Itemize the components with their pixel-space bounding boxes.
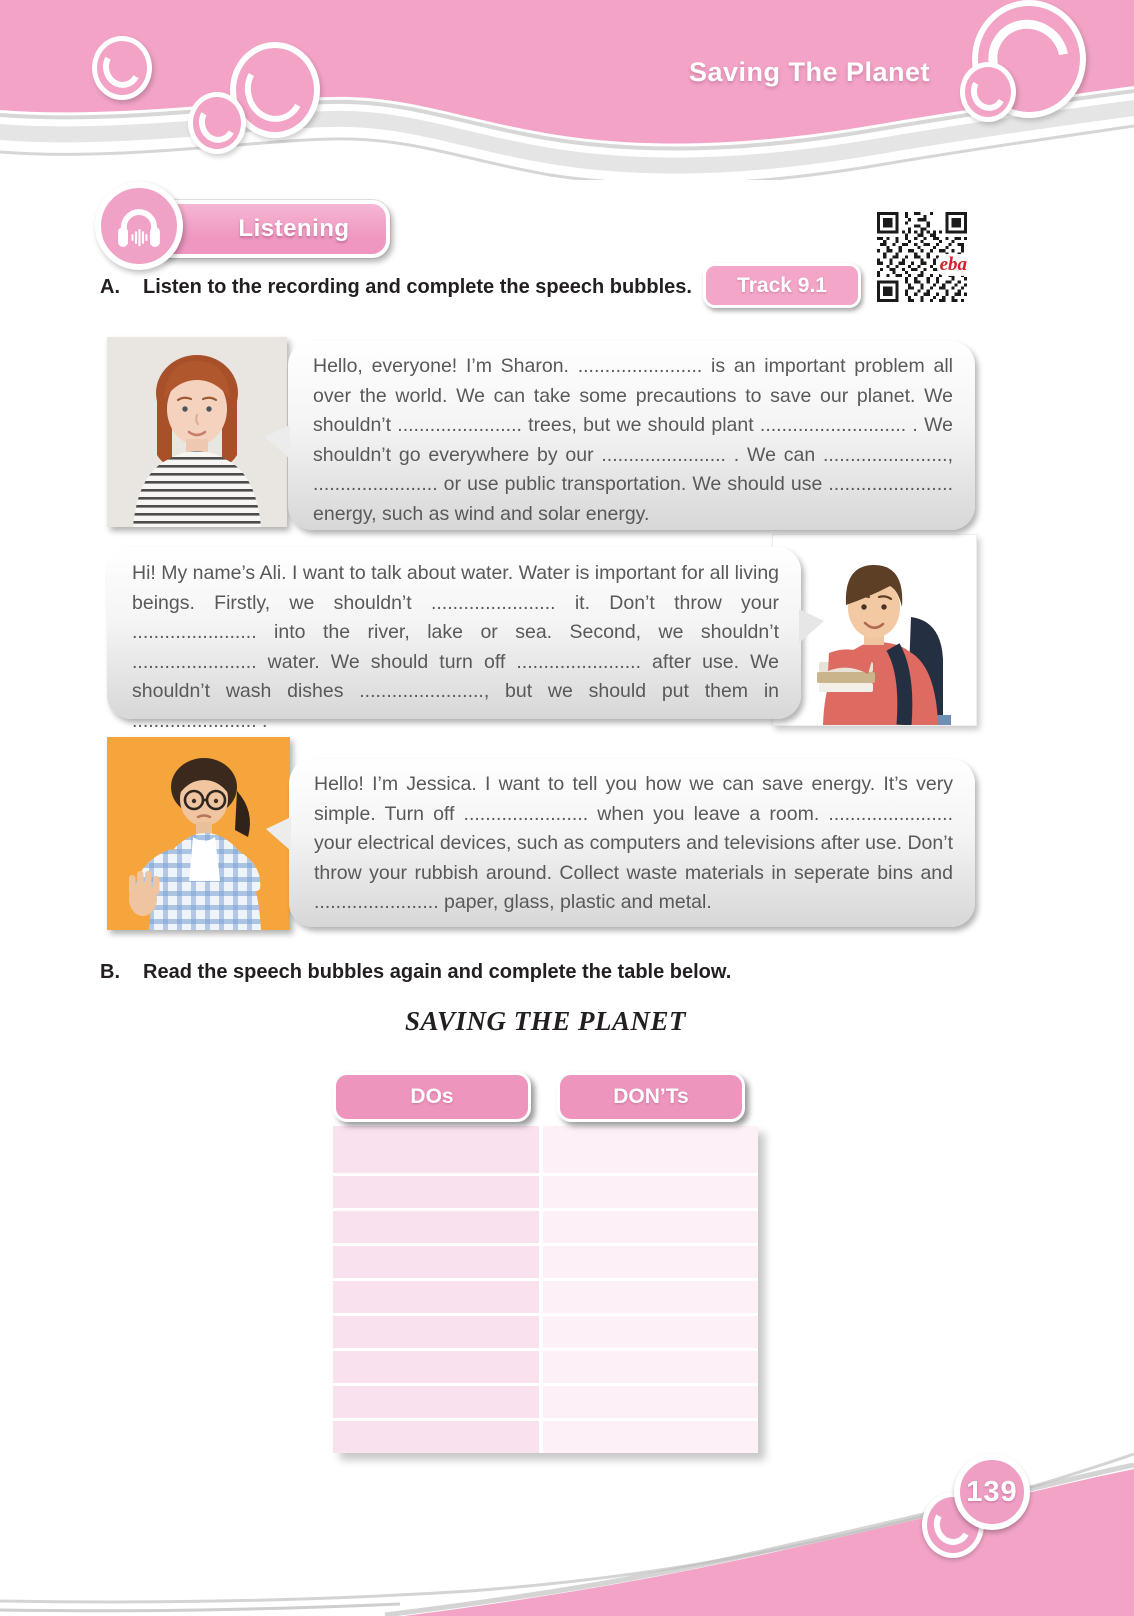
speech-bubble-jessica (289, 759, 975, 927)
table-row-cell[interactable] (333, 1281, 539, 1313)
bubble-tail (799, 609, 824, 643)
speech-bubble-ali (107, 547, 801, 732)
donts-column (543, 1126, 758, 1453)
table-row-cell[interactable] (543, 1351, 758, 1383)
speech-text-jessica: Hello! I’m Jessica. I want to tell you how we can save energy. It’s very simple. Turn off ....................... when you leave a room. ....................... your electrical devices, such as computers and televisions after use. Don’t throw your rubbish around. Collect waste materials in seperate bins and ....................... paper, glass, plastic and metal. (314, 773, 953, 913)
decor-bubble (188, 92, 246, 154)
bubble-highlight (98, 43, 145, 92)
section-a-letter: A. (100, 276, 120, 298)
unit-title: Saving The Planet (688, 57, 930, 87)
headphones-icon (95, 182, 183, 270)
qr-code (877, 212, 967, 302)
eba-logo: eba (937, 254, 970, 276)
photo-jessica (107, 737, 290, 930)
table-row-cell[interactable] (333, 1351, 539, 1383)
table-header-dos (333, 1072, 531, 1122)
section-b-instruction: Read the speech bubbles again and complete the table below. (143, 961, 732, 983)
track-button[interactable] (703, 263, 861, 308)
section-a-instruction: Listen to the recording and complete the speech bubbles. (143, 276, 692, 298)
table-row-cell[interactable] (333, 1421, 539, 1453)
dos-donts-table (333, 1126, 758, 1453)
dos-column (333, 1126, 539, 1453)
decor-bubble (92, 36, 152, 100)
speech-text-sharon: Hello, everyone! I’m Sharon. ....................... is an important problem all over the world. We can take some precautions to save our planet. We shouldn’t ....................... trees, but we should plant ........................... . We shouldn’t go everywhere by our ....................... . We can ......................., ....................... or use public transportation. We should use ....................... energy, such as wind and solar energy. (313, 355, 953, 525)
bubble-highlight (238, 51, 312, 128)
bubble-highlight (966, 69, 1010, 115)
dos-label: DOs (410, 1085, 454, 1108)
bubble-highlight (194, 99, 239, 147)
table-row-cell[interactable] (543, 1281, 758, 1313)
table-row-cell[interactable] (333, 1386, 539, 1418)
bubble-tail (265, 425, 290, 459)
table-row-cell[interactable] (543, 1126, 758, 1173)
bubble-tail (266, 817, 291, 851)
table-row-cell[interactable] (543, 1316, 758, 1348)
table-row-cell[interactable] (333, 1176, 539, 1208)
listening-badge-label: Listening (238, 215, 350, 242)
table-title: SAVING THE PLANET (404, 1006, 687, 1036)
table-row-cell[interactable] (543, 1386, 758, 1418)
listening-badge (150, 200, 390, 258)
donts-label: DON’Ts (613, 1085, 689, 1108)
table-row-cell[interactable] (333, 1126, 539, 1173)
table-row-cell[interactable] (333, 1316, 539, 1348)
track-button-label: Track 9.1 (737, 273, 827, 297)
table-row-cell[interactable] (543, 1421, 758, 1453)
table-row-cell[interactable] (543, 1246, 758, 1278)
table-row-cell[interactable] (543, 1211, 758, 1243)
photo-sharon (107, 337, 287, 527)
table-row-cell[interactable] (333, 1211, 539, 1243)
speech-text-ali: Hi! My name’s Ali. I want to talk about water. Water is important for all living beings. Firstly, we shouldn’t ....................... it. Don’t throw your ....................... into the river, lake or sea. Second, we shouldn’t ....................... water. We should turn off ....................... after use. We shouldn’t wash dishes ......................., but we should put them in ....................... . (132, 562, 780, 732)
decor-bubble (960, 62, 1016, 122)
section-b-letter: B. (100, 961, 120, 983)
page-number-badge (954, 1454, 1030, 1530)
table-header-donts (557, 1072, 745, 1122)
table-row-cell[interactable] (333, 1246, 539, 1278)
page-number: 139 (966, 1475, 1018, 1508)
speech-bubble-sharon (288, 341, 975, 530)
table-row-cell[interactable] (543, 1176, 758, 1208)
